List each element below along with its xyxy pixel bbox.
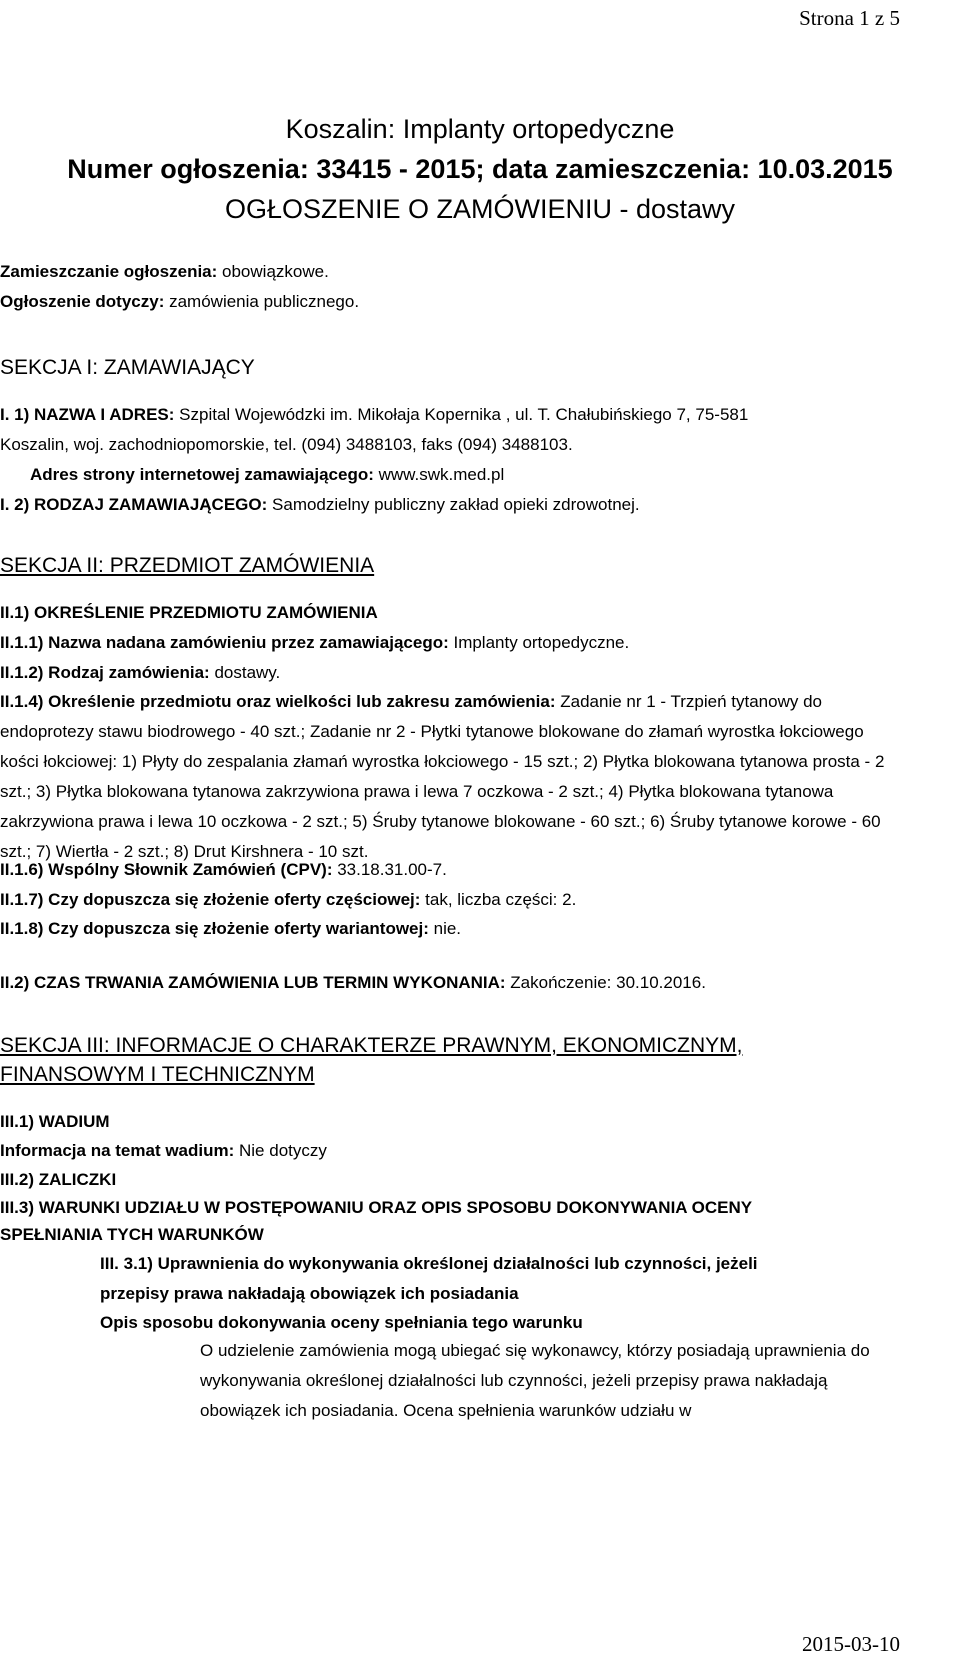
name-address-value: Szpital Wojewódzki im. Mikołaja Kopernika , ul. T. Chałubińskiego 7, 75-581 xyxy=(174,405,749,424)
wadium-info-value: Nie dotyczy xyxy=(234,1141,327,1160)
cpv-label: II.1.6) Wspólny Słownik Zamówień (CPV): xyxy=(0,860,333,879)
cpv-code xyxy=(0,860,447,880)
wadium-heading: III.1) WADIUM xyxy=(0,1112,110,1131)
contract-type xyxy=(0,663,280,683)
duration-label: II.2) CZAS TRWANIA ZAMÓWIENIA LUB TERMIN WYKONANIA: xyxy=(0,973,506,992)
contract-type-label: II.1.2) Rodzaj zamówienia: xyxy=(0,663,210,682)
section-3-heading-line2: FINANSOWYM I TECHNICZNYM xyxy=(0,1063,315,1086)
licenses-heading-line2: przepisy prawa nakładają obowiązek ich posiadania xyxy=(100,1284,519,1303)
cpv-value: 33.18.31.00-7. xyxy=(332,860,447,879)
authority-type xyxy=(0,495,640,515)
evaluation-method-label: Opis sposobu dokonywania oceny spełniania tego warunku xyxy=(100,1313,583,1332)
advances-heading: III.2) ZALICZKI xyxy=(0,1170,117,1189)
variant-offers xyxy=(0,919,461,939)
notice-type: OGŁOSZENIE O ZAMÓWIENIU - dostawy xyxy=(224,194,736,224)
variant-offers-value: nie. xyxy=(428,919,462,938)
conditions-heading-line2: SPEŁNIANIA TYCH WARUNKÓW xyxy=(0,1225,264,1244)
subject-scope-label: II.1.4) Określenie przedmiotu oraz wielkości lub zakresu zamówienia: xyxy=(0,692,556,711)
subject-scope-value: Zadanie nr 1 - Trzpień tytanowy do endoprotezy stawu biodrowego - 40 szt.; Zadanie nr 2 - Płytki tytanowe blokowane do złamań wyrostka łokciowego kości łokciowej: 1) Płyty do zespalania złamań wyrostka łokciowego - 15 szt.; 2) Płytka blokowana tytanowa prosta - 2 szt.; 3) Płytka blokowana tytanowa zakrzywiona prawa i lewa 7 oczkowa - 2 szt.; 4) Płytka blokowana tytanowa zakrzywiona prawa i lewa 10 oczkowa - 2 szt.; 5) Śruby tytanowe blokowane - 60 szt.; 6) Śruby tytanowe korowe - 60 szt.; 7) Wiertła - 2 szt.; 8) Drut Kirshnera - 10 szt. xyxy=(0,692,885,861)
notice-concerns-label: Ogłoszenie dotyczy: xyxy=(0,292,165,311)
authority-type-value: Samodzielny publiczny zakład opieki zdrowotnej. xyxy=(267,495,640,514)
subject-definition-heading: II.1) OKREŚLENIE PRZEDMIOTU ZAMÓWIENIA xyxy=(0,603,378,622)
page-number-label: Strona 1 z 5 xyxy=(799,6,900,30)
partial-offers xyxy=(0,890,576,910)
contract-name xyxy=(0,633,629,653)
contract-name-label: II.1.1) Nazwa nadana zamówieniu przez zamawiającego: xyxy=(0,633,449,652)
section-1-heading: SEKCJA I: ZAMAWIAJĄCY xyxy=(0,356,255,379)
duration-value: Zakończenie: 30.10.2016. xyxy=(505,973,706,992)
publication-obligation-label: Zamieszczanie ogłoszenia: xyxy=(0,262,218,281)
section-3-heading-line1: SEKCJA III: INFORMACJE O CHARAKTERZE PRAWNYM, EKONOMICZNYM, xyxy=(0,1034,743,1057)
contract-type-value: dostawy. xyxy=(209,663,281,682)
notice-title: Koszalin: Implanty ortopedyczne xyxy=(285,114,675,144)
website-row xyxy=(30,465,504,485)
name-address-label: I. 1) NAZWA I ADRES: xyxy=(0,405,175,424)
section-2-heading: SEKCJA II: PRZEDMIOT ZAMÓWIENIA xyxy=(0,554,375,577)
footer-date: 2015-03-10 xyxy=(802,1632,900,1656)
notice-number: Numer ogłoszenia: 33415 - 2015; data zamieszczenia: 10.03.2015 xyxy=(67,154,893,184)
duration xyxy=(0,973,706,993)
licenses-heading-line1: III. 3.1) Uprawnienia do wykonywania określonej działalności lub czynności, jeżeli xyxy=(100,1254,758,1273)
notice-concerns-value: zamówienia publicznego. xyxy=(164,292,360,311)
contract-name-value: Implanty ortopedyczne. xyxy=(448,633,630,652)
website-link[interactable]: www.swk.med.pl xyxy=(373,465,505,484)
contracting-authority-address: Koszalin, woj. zachodniopomorskie, tel. (094) 3488103, faks (094) 3488103. xyxy=(0,435,573,454)
evaluation-method-text: O udzielenie zamówienia mogą ubiegać się wykonawcy, którzy posiadają uprawnienia do wykonywania określonej działalności lub czynności, jeżeli przepisy prawa nakładają obowiązek ich posiadania. Ocena spełnienia warunków udziału w xyxy=(200,1341,870,1420)
contracting-authority-name xyxy=(0,405,748,425)
website-label: Adres strony internetowej zamawiającego: xyxy=(30,465,374,484)
partial-offers-value: tak, liczba części: 2. xyxy=(420,890,577,909)
subject-scope xyxy=(0,687,903,867)
wadium-info-label: Informacja na temat wadium: xyxy=(0,1141,235,1160)
partial-offers-label: II.1.7) Czy dopuszcza się złożenie oferty częściowej: xyxy=(0,890,421,909)
notice-concerns xyxy=(0,292,359,312)
conditions-heading-line1: III.3) WARUNKI UDZIAŁU W POSTĘPOWANIU ORAZ OPIS SPOSOBU DOKONYWANIA OCENY xyxy=(0,1198,753,1217)
publication-obligation-value: obowiązkowe. xyxy=(217,262,329,281)
publication-obligation xyxy=(0,262,329,282)
variant-offers-label: II.1.8) Czy dopuszcza się złożenie oferty wariantowej: xyxy=(0,919,429,938)
authority-type-label: I. 2) RODZAJ ZAMAWIAJĄCEGO: xyxy=(0,495,268,514)
wadium-info xyxy=(0,1141,327,1161)
